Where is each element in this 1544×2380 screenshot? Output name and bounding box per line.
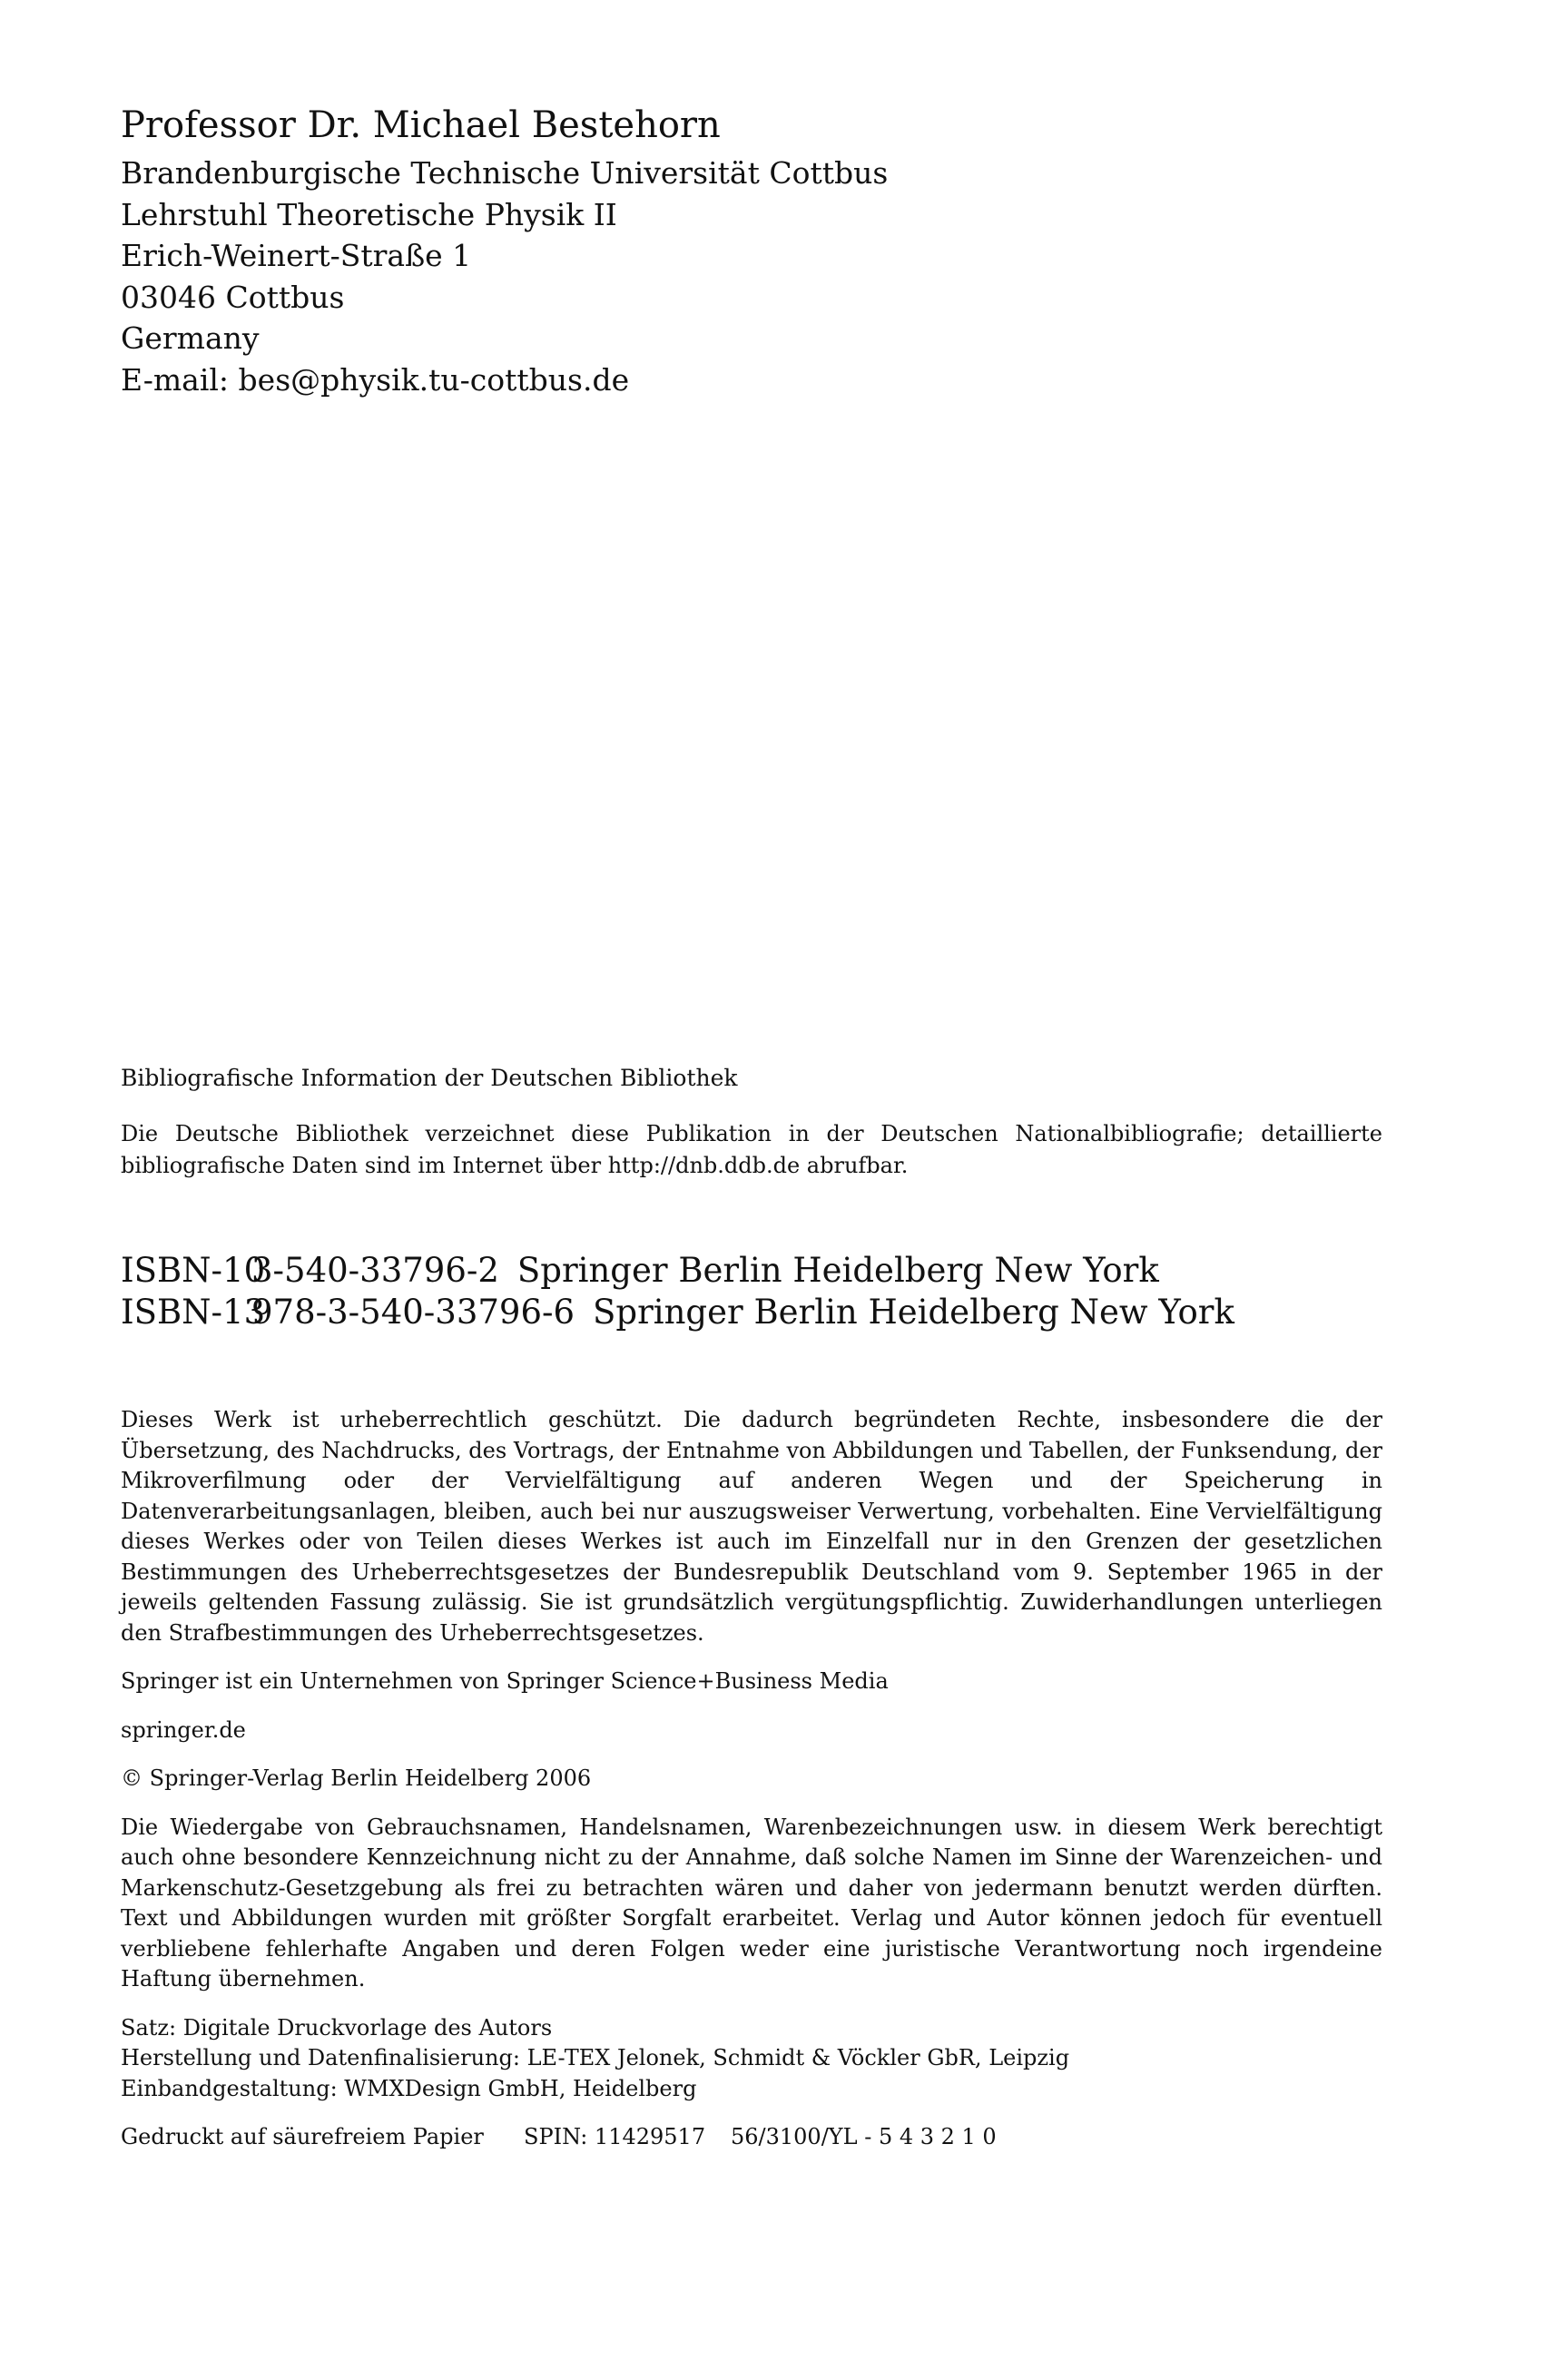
address-line-institution: Brandenburgische Technische Universität Cottbus <box>121 155 889 191</box>
copyright-line: © Springer-Verlag Berlin Heidelberg 2006 <box>121 1765 592 1791</box>
spin-number: SPIN: 11429517 <box>524 2124 706 2149</box>
copyright-notice: Dieses Werk ist urheberrechtlich geschützt. Die dadurch begründeten Rechte, insbesondere die der Übersetzung, des Nachdrucks, des Vortrags, der Entnahme von Abbildungen und Tabellen, der Funksendung, der Mikroverfilmung oder der Vervielfältigung auf anderen Wegen und der Speicherung in Datenverarbeitungsanlagen, bleiben, auch bei nur auszugsweiser Verwertung, vorbehalten. Eine Vervielfältigung dieses Werkes oder von Teilen dieses Werkes ist auch im Einzelfall nur in den Grenzen der gesetzlichen Bestimmungen des Urheberrechtsgesetzes der Bundesrepublik Deutschland vom 9. September 1965 in der jeweils geltenden Fassung zulässig. Sie ist grundsätzlich vergütungspflichtig. Zuwiderhandlungen unterliegen den Strafbestimmungen des Urheberrechtsgesetzes. <box>121 1407 1382 1646</box>
print-info <box>121 2122 1382 2153</box>
publisher-info: Springer ist ein Unternehmen von Springer Science+Business Media <box>121 1668 889 1694</box>
credit-production: Herstellung und Datenfinalisierung: LE-TEX Jelonek, Schmidt & Vöckler GbR, Leipzig <box>121 2045 1070 2070</box>
paper-info: Gedruckt auf säurefreiem Papier <box>121 2124 484 2149</box>
isbn-publisher: Springer Berlin Heidelberg New York <box>516 1251 1159 1290</box>
address-line-street: Erich-Weinert-Straße 1 <box>121 238 472 273</box>
isbn-10-line <box>121 1250 1392 1292</box>
isbn-number: 3-540-33796-2 <box>251 1251 499 1290</box>
trademark-notice: Die Wiedergabe von Gebrauchsnamen, Handelsnamen, Warenbezeichnungen usw. in diesem Werk berechtigt auch ohne besondere Kennzeichnung nicht zu der Annahme, daß solche Namen im Sinne der Warenzeichen- und Markenschutz-Gesetzgebung als frei zu betrachten wären und daher von jedermann benutzt werden dürften. Text und Abbildungen wurden mit größter Sorgfalt erarbeitet. Verlag und Autor können jedoch für eventuell verbliebene fehlerhafte Angaben und deren Folgen weder eine juristische Verantwortung noch irgendeine Haftung übernehmen. <box>121 1814 1382 1992</box>
bibliographic-info-title: Bibliografische Information der Deutschen Bibliothek <box>121 1065 738 1091</box>
isbn-publisher: Springer Berlin Heidelberg New York <box>593 1293 1234 1332</box>
isbn-block <box>121 1250 1392 1333</box>
bibliographic-info-text: Die Deutsche Bibliothek verzeichnet diese Publikation in der Deutschen Nationalbibliografie; detaillierte bibliografische Daten sind im Internet über http://dnb.ddb.de abrufbar. <box>121 1121 1382 1178</box>
credit-cover-design: Einbandgestaltung: WMXDesign GmbH, Heidelberg <box>121 2075 697 2101</box>
print-code: 56/3100/YL - 5 4 3 2 1 0 <box>731 2124 997 2149</box>
isbn-13-line <box>121 1292 1392 1333</box>
isbn-number: 978-3-540-33796-6 <box>251 1293 575 1332</box>
publisher-website: springer.de <box>121 1716 246 1743</box>
bibliographic-info <box>121 1062 1382 1182</box>
address-line-city: 03046 Cottbus <box>121 279 345 315</box>
production-credits <box>121 2013 1382 2105</box>
legal-section <box>121 1405 1382 2153</box>
address-line-country: Germany <box>121 320 260 356</box>
isbn-label: ISBN-13 <box>121 1293 266 1332</box>
credit-typesetting: Satz: Digitale Druckvorlage des Autors <box>121 2014 553 2041</box>
author-name: Professor Dr. Michael Bestehorn <box>121 104 721 146</box>
address-line-department: Lehrstuhl Theoretische Physik II <box>121 196 617 232</box>
isbn-label: ISBN-10 <box>121 1251 266 1290</box>
author-block <box>121 102 1119 400</box>
address-line-email: E-mail: bes@physik.tu-cottbus.de <box>121 361 630 398</box>
